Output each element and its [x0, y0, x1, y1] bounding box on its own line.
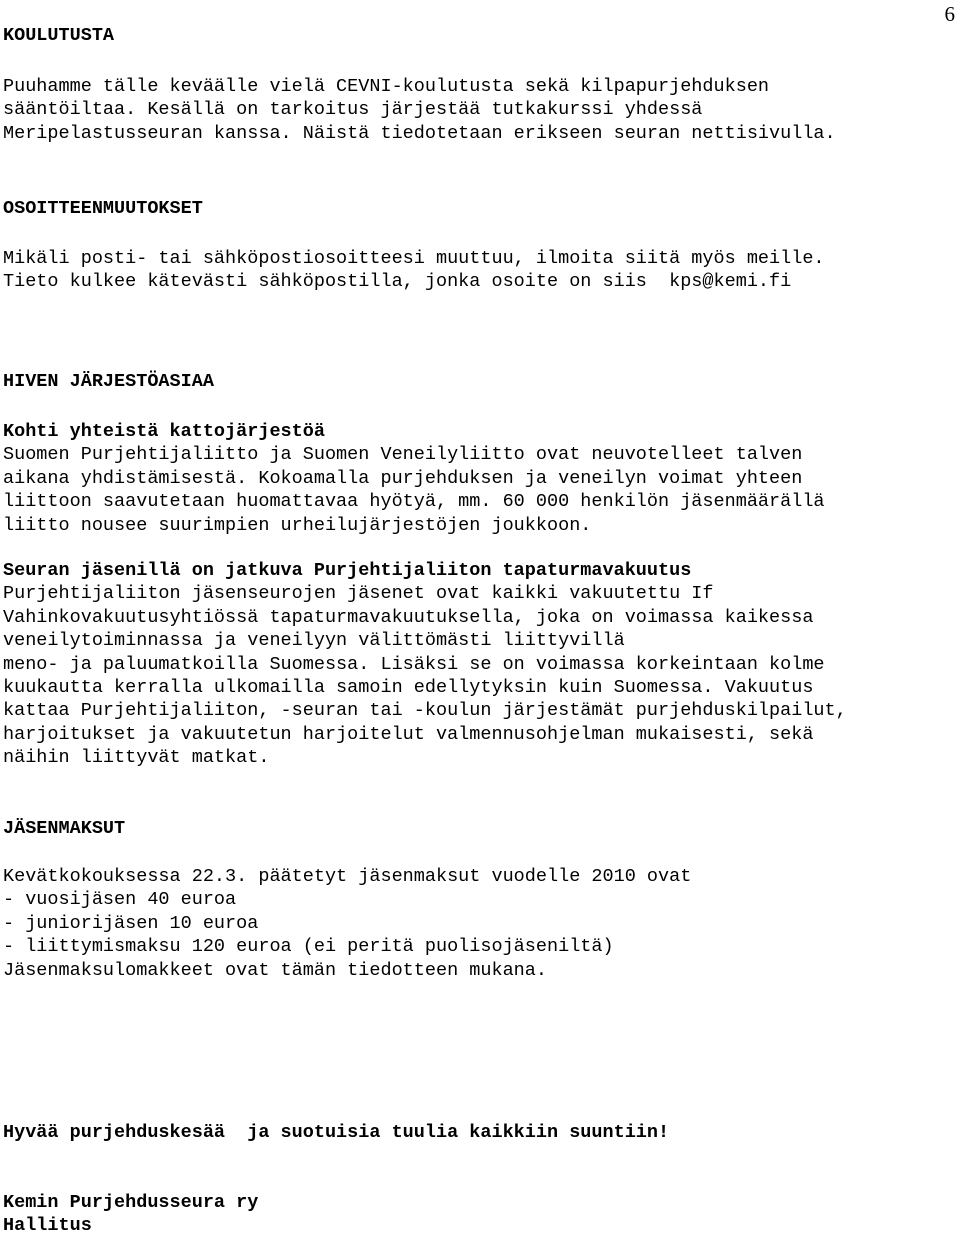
body-line: Purjehtijaliiton jäsenseurojen jäsenet ovat kaikki vakuutettu If — [3, 583, 714, 605]
body-line: veneilytoiminnassa ja veneilyyn välittömästi liittyvillä — [3, 630, 625, 652]
section-vakuutus — [3, 559, 953, 770]
closing-greeting: Hyvää purjehduskesää ja suotuisia tuulia kaikkiin suuntiin! — [3, 1122, 670, 1143]
fee-item: - juniorijäsen 10 euroa — [3, 912, 259, 934]
body-line: Suomen Purjehtijaliitto ja Suomen Veneilyliitto ovat neuvotelleet talven — [3, 444, 803, 466]
body-line: näihin liittyvät matkat. — [3, 747, 270, 769]
section-hiven — [3, 370, 953, 393]
section-heading-osoitteenmuutokset: OSOITTEENMUUTOKSET — [3, 198, 203, 219]
subheading-vakuutus: Seuran jäsenillä on jatkuva Purjehtijaliiton tapaturmavakuutus — [3, 560, 692, 581]
body-line: Kevätkokouksessa 22.3. päätetyt jäsenmaksut vuodelle 2010 ovat — [3, 866, 692, 887]
closing-greeting-block — [3, 1121, 953, 1144]
section-heading-jasenmaksut: JÄSENMAKSUT — [3, 818, 126, 839]
signature-block — [3, 1191, 953, 1238]
koulutusta-body — [3, 75, 953, 145]
fee-item: - vuosijäsen 40 euroa — [3, 889, 237, 911]
section-jasenmaksut — [3, 817, 953, 840]
body-line: Vahinkovakuutusyhtiössä tapaturmavakuutuksella, joka on voimassa kaikessa — [3, 606, 814, 628]
signature-board: Hallitus — [3, 1215, 92, 1237]
body-line: kattaa Purjehtijaliiton, -seuran tai -koulun järjestämät purjehduskilpailut, — [3, 700, 847, 722]
subheading-kattojarjesto: Kohti yhteistä kattojärjestöä — [3, 421, 325, 442]
body-line: Puuhamme tälle keväälle vielä CEVNI-koulutusta sekä kilpapurjehduksen — [3, 76, 770, 97]
body-line: aikana yhdistämisestä. Kokoamalla purjehduksen ja veneilyn voimat yhteen — [3, 467, 803, 489]
section-heading-hiven: HIVEN JÄRJESTÖASIAA — [3, 371, 214, 392]
section-koulutusta — [3, 24, 953, 47]
body-line: Meripelastusseuran kanssa. Näistä tiedotetaan erikseen seuran nettisivulla. — [3, 122, 836, 144]
body-line: liittoon saavutetaan huomattavaa hyötyä, mm. 60 000 henkilön jäsenmäärällä — [3, 491, 825, 513]
page-number: 6 — [944, 2, 955, 26]
jasenmaksut-body — [3, 865, 953, 982]
body-line: meno- ja paluumatkoilla Suomessa. Lisäksi se on voimassa korkeintaan kolme — [3, 653, 825, 675]
body-line: harjoitukset ja vakuutetun harjoitelut valmennusohjelman mukaisesti, sekä — [3, 723, 814, 745]
body-line: kuukautta kerralla ulkomailla samoin edellytyksin kuin Suomessa. Vakuutus — [3, 676, 814, 698]
section-heading-koulutusta: KOULUTUSTA — [3, 25, 115, 46]
body-line: Jäsenmaksulomakkeet ovat tämän tiedotteen mukana. — [3, 959, 547, 981]
signature-organization: Kemin Purjehdusseura ry — [3, 1192, 259, 1213]
fee-item: - liittymismaksu 120 euroa (ei peritä puolisojäseniltä) — [3, 936, 614, 958]
body-line: Mikäli posti- tai sähköpostiosoitteesi muuttuu, ilmoita siitä myös meille. — [3, 248, 825, 269]
body-line: Tieto kulkee kätevästi sähköpostilla, jonka osoite on siis kps@kemi.fi — [3, 271, 792, 293]
section-osoitteenmuutokset — [3, 197, 953, 220]
hiven-body — [3, 420, 953, 537]
body-line: sääntöiltaa. Kesällä on tarkoitus järjestää tutkakurssi yhdessä — [3, 99, 703, 121]
body-line: liitto nousee suurimpien urheilujärjestöjen joukkoon. — [3, 514, 592, 536]
osoitteenmuutokset-body — [3, 247, 953, 294]
